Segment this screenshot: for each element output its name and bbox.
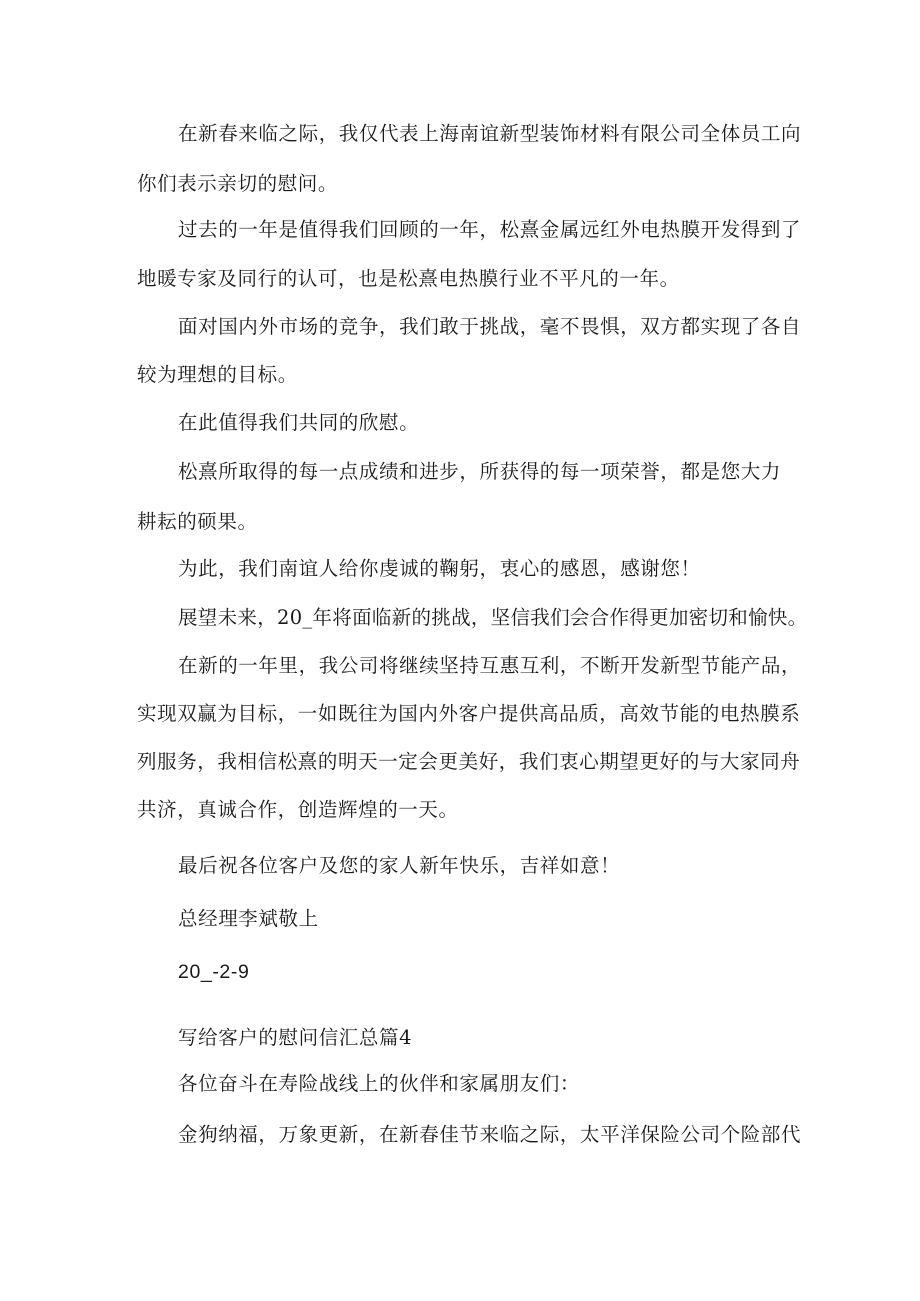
paragraph-1-line-2: 你们表示亲切的慰问。 — [137, 172, 339, 195]
paragraph-3-line-1: 面对国内外市场的竞争，我们敢于挑战，毫不畏惧，双方都实现了各自 — [178, 315, 802, 338]
paragraph-6-line-1: 为此，我们南谊人给你虔诚的鞠躬，衷心的感恩，感谢您！ — [178, 557, 701, 580]
paragraph-7-line-1: 展望未来，20_年将面临新的挑战，坚信我们会合作得更加密切和愉快。 — [178, 606, 808, 629]
date-line: 20_-2-9 — [178, 961, 250, 983]
paragraph-1-line-1: 在新春来临之际，我仅代表上海南谊新型装饰材料有限公司全体员工向 — [178, 122, 802, 145]
paragraph-8-line-1: 在新的一年里，我公司将继续坚持互惠互利，不断开发新型节能产品， — [178, 654, 802, 677]
paragraph-8-line-4: 共济，真诚合作，创造辉煌的一天。 — [137, 798, 459, 821]
section-heading: 写给客户的慰问信汇总篇4 — [178, 1026, 413, 1049]
paragraph-8-line-3: 列服务，我相信松熹的明天一定会更美好，我们衷心期望更好的与大家同舟 — [137, 750, 801, 773]
paragraph-5-line-1: 松熹所取得的每一点成绩和进步，所获得的每一项荣誉，都是您大力 — [178, 460, 782, 483]
paragraph-8-line-2: 实现双赢为目标，一如既往为国内外客户提供高品质，高效节能的电热膜系 — [137, 702, 801, 725]
paragraph-2-line-2: 地暖专家及同行的认可，也是松熹电热膜行业不平凡的一年。 — [137, 267, 680, 290]
paragraph-3-line-2: 较为理想的目标。 — [137, 363, 298, 386]
signature-line: 总经理李斌敬上 — [178, 907, 319, 930]
paragraph-14-line-1: 金狗纳福，万象更新，在新春佳节来临之际，太平洋保险公司个险部代 — [178, 1123, 802, 1146]
greeting-line: 各位奋斗在寿险战线上的伙伴和家属朋友们： — [178, 1072, 581, 1095]
paragraph-9-line-1: 最后祝各位客户及您的家人新年快乐，吉祥如意！ — [178, 854, 621, 877]
paragraph-2-line-1: 过去的一年是值得我们回顾的一年，松熹金属远红外电热膜开发得到了 — [178, 218, 802, 241]
paragraph-5-line-2: 耕耘的硕果。 — [137, 510, 258, 533]
paragraph-4-line-1: 在此值得我们共同的欣慰。 — [178, 411, 420, 434]
